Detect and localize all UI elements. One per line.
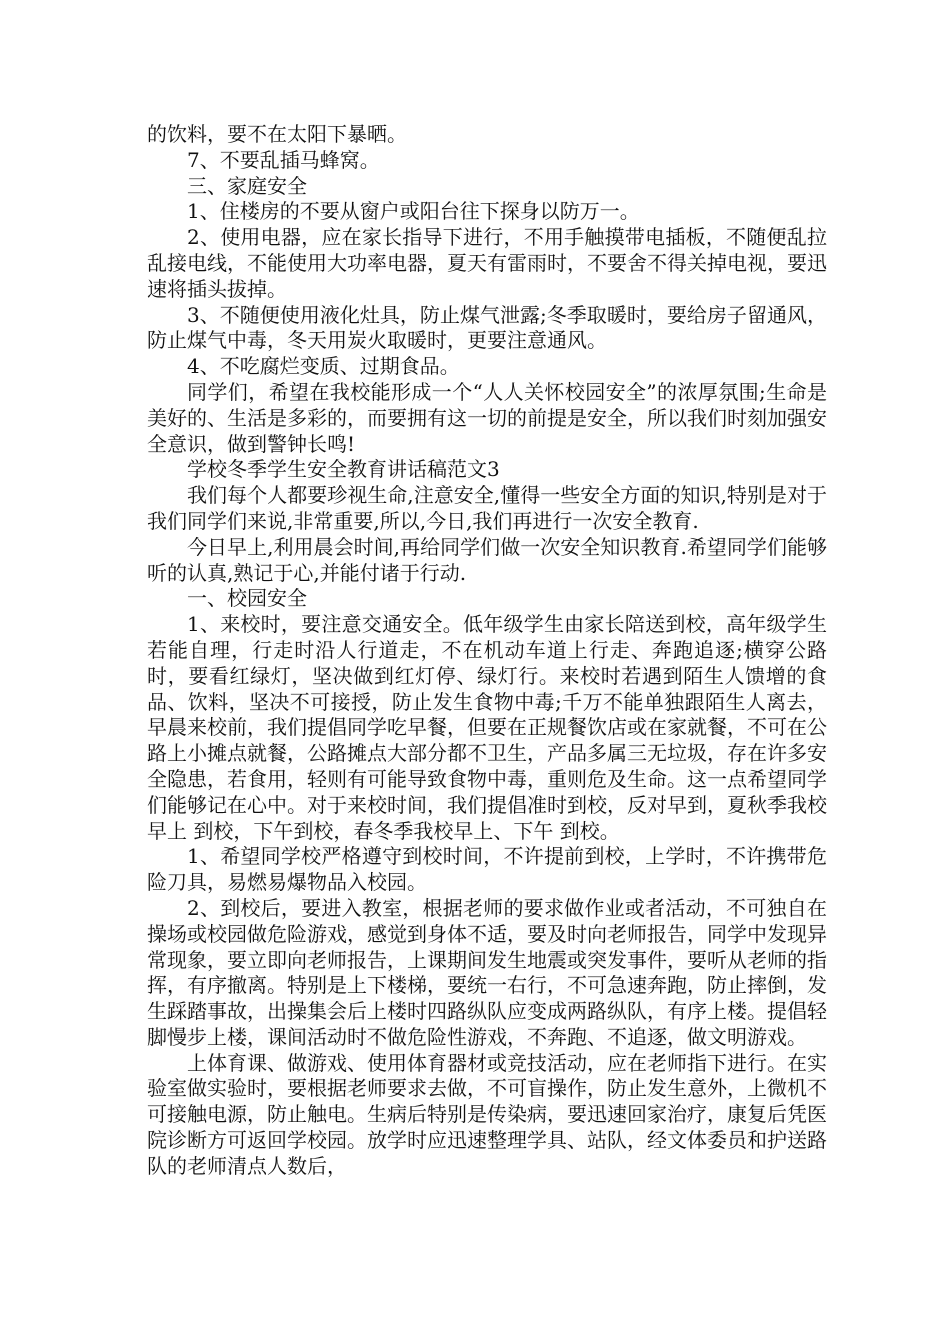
paragraph-14: 2、到校后，要进入教室，根据老师的要求做作业或者活动，不可独自在操场或校园做危险游戏，感觉到身体不适，要及时向老师报告，同学中发现异常现象，要立即向老师报告，上课期间发生地震或突发事件，要听从老师的指挥，有序撤离。特别是上下楼梯，要统一右行，不可急速奔跑，防止摔倒，发生踩踏事故，出操集会后上楼时四路纵队应变成两路纵队，有序上楼。提倡轻脚慢步上楼，课间活动时不做危险性游戏，不奔跑、不追逐，做文明游戏。 — [147, 895, 827, 1049]
paragraph-13: 1、希望同学校严格遵守到校时间，不许提前到校，上学时，不许携带危险刀具，易燃易爆物品入校园。 — [147, 844, 827, 895]
article-title: 学校冬季学生安全教育讲话稿范文3 — [187, 457, 500, 482]
paragraph-15: 上体育课、做游戏、使用体育器材或竞技活动，应在老师指下进行。在实验室做实验时，要根据老师要求去做，不可盲操作，防止发生意外，上微机不可接触电源，防止触电。生病后特别是传染病，要迅速回家治疗，康复后凭医院诊断方可返回学校园。放学时应迅速整理学具、站队，经文体委员和护送路队的老师清点人数后， — [147, 1050, 827, 1178]
paragraph-5: 3、不随便使用液化灶具，防止煤气泄露;冬季取暖时，要给房子留通风，防止煤气中毒，冬天用炭火取暖时，更要注意通风。 — [147, 302, 827, 353]
section-heading-home-safety: 三、家庭安全 — [187, 173, 307, 198]
paragraph-12: 1、来校时，要注意交通安全。低年级学生由家长陪送到校，高年级学生若能自理，行走时沿人行道走，不在机动车道上行走、奔跑追逐;横穿公路时，要看红绿灯，坚决做到红灯停、绿灯行。来校时若遇到陌生人馈增的食品、饮料，坚决不可接授，防止发生食物中毒;千万不能单独跟陌生人离去，早晨来校前，我们提倡同学吃早餐，但要在正规餐饮店或在家就餐，不可在公路上小摊点就餐，公路摊点大部分都不卫生，产品多属三无垃圾，存在许多安全隐患，若食用，轻则有可能导致食物中毒，重则危及生命。这一点希望同学们能够记在心中。对于来校时间，我们提倡准时到校，反对早到，夏秋季我校早上 到校，下午到校，春冬季我校早上、下午 到校。 — [147, 612, 827, 843]
paragraph-7: 同学们，希望在我校能形成一个“人人关怀校园安全”的浓厚氛围;生命是美好的、生活是多彩的，而要拥有这一切的前提是安全，所以我们时刻加强安全意识，做到警钟长鸣! — [147, 379, 827, 456]
paragraph-4: 2、使用电器，应在家长指导下进行，不用手触摸带电插板，不随便乱拉乱接电线，不能使用大功率电器，夏天有雷雨时，不要舍不得关掉电视，要迅速将插头拔掉。 — [147, 225, 827, 301]
paragraph-9: 我们每个人都要珍视生命,注意安全,懂得一些安全方面的知识,特别是对于我们同学们来说,非常重要,所以,今日,我们再进行一次安全教育. — [147, 483, 827, 533]
paragraph-3: 1、住楼房的不要从窗户或阳台往下探身以防万一。 — [187, 199, 640, 224]
paragraph-10: 今日早上,利用晨会时间,再给同学们做一次安全知识教育.希望同学们能够听的认真,熟记于心,并能付诸于行动. — [147, 534, 827, 585]
paragraph-6: 4、不吃腐烂变质、过期食品。 — [187, 354, 460, 379]
paragraph-0: 的饮料，要不在太阳下暴晒。 — [147, 122, 407, 146]
document-page — [147, 122, 827, 1180]
section-heading-campus-safety: 一、校园安全 — [187, 586, 307, 611]
paragraph-1: 7、不要乱插马蜂窝。 — [187, 147, 380, 172]
